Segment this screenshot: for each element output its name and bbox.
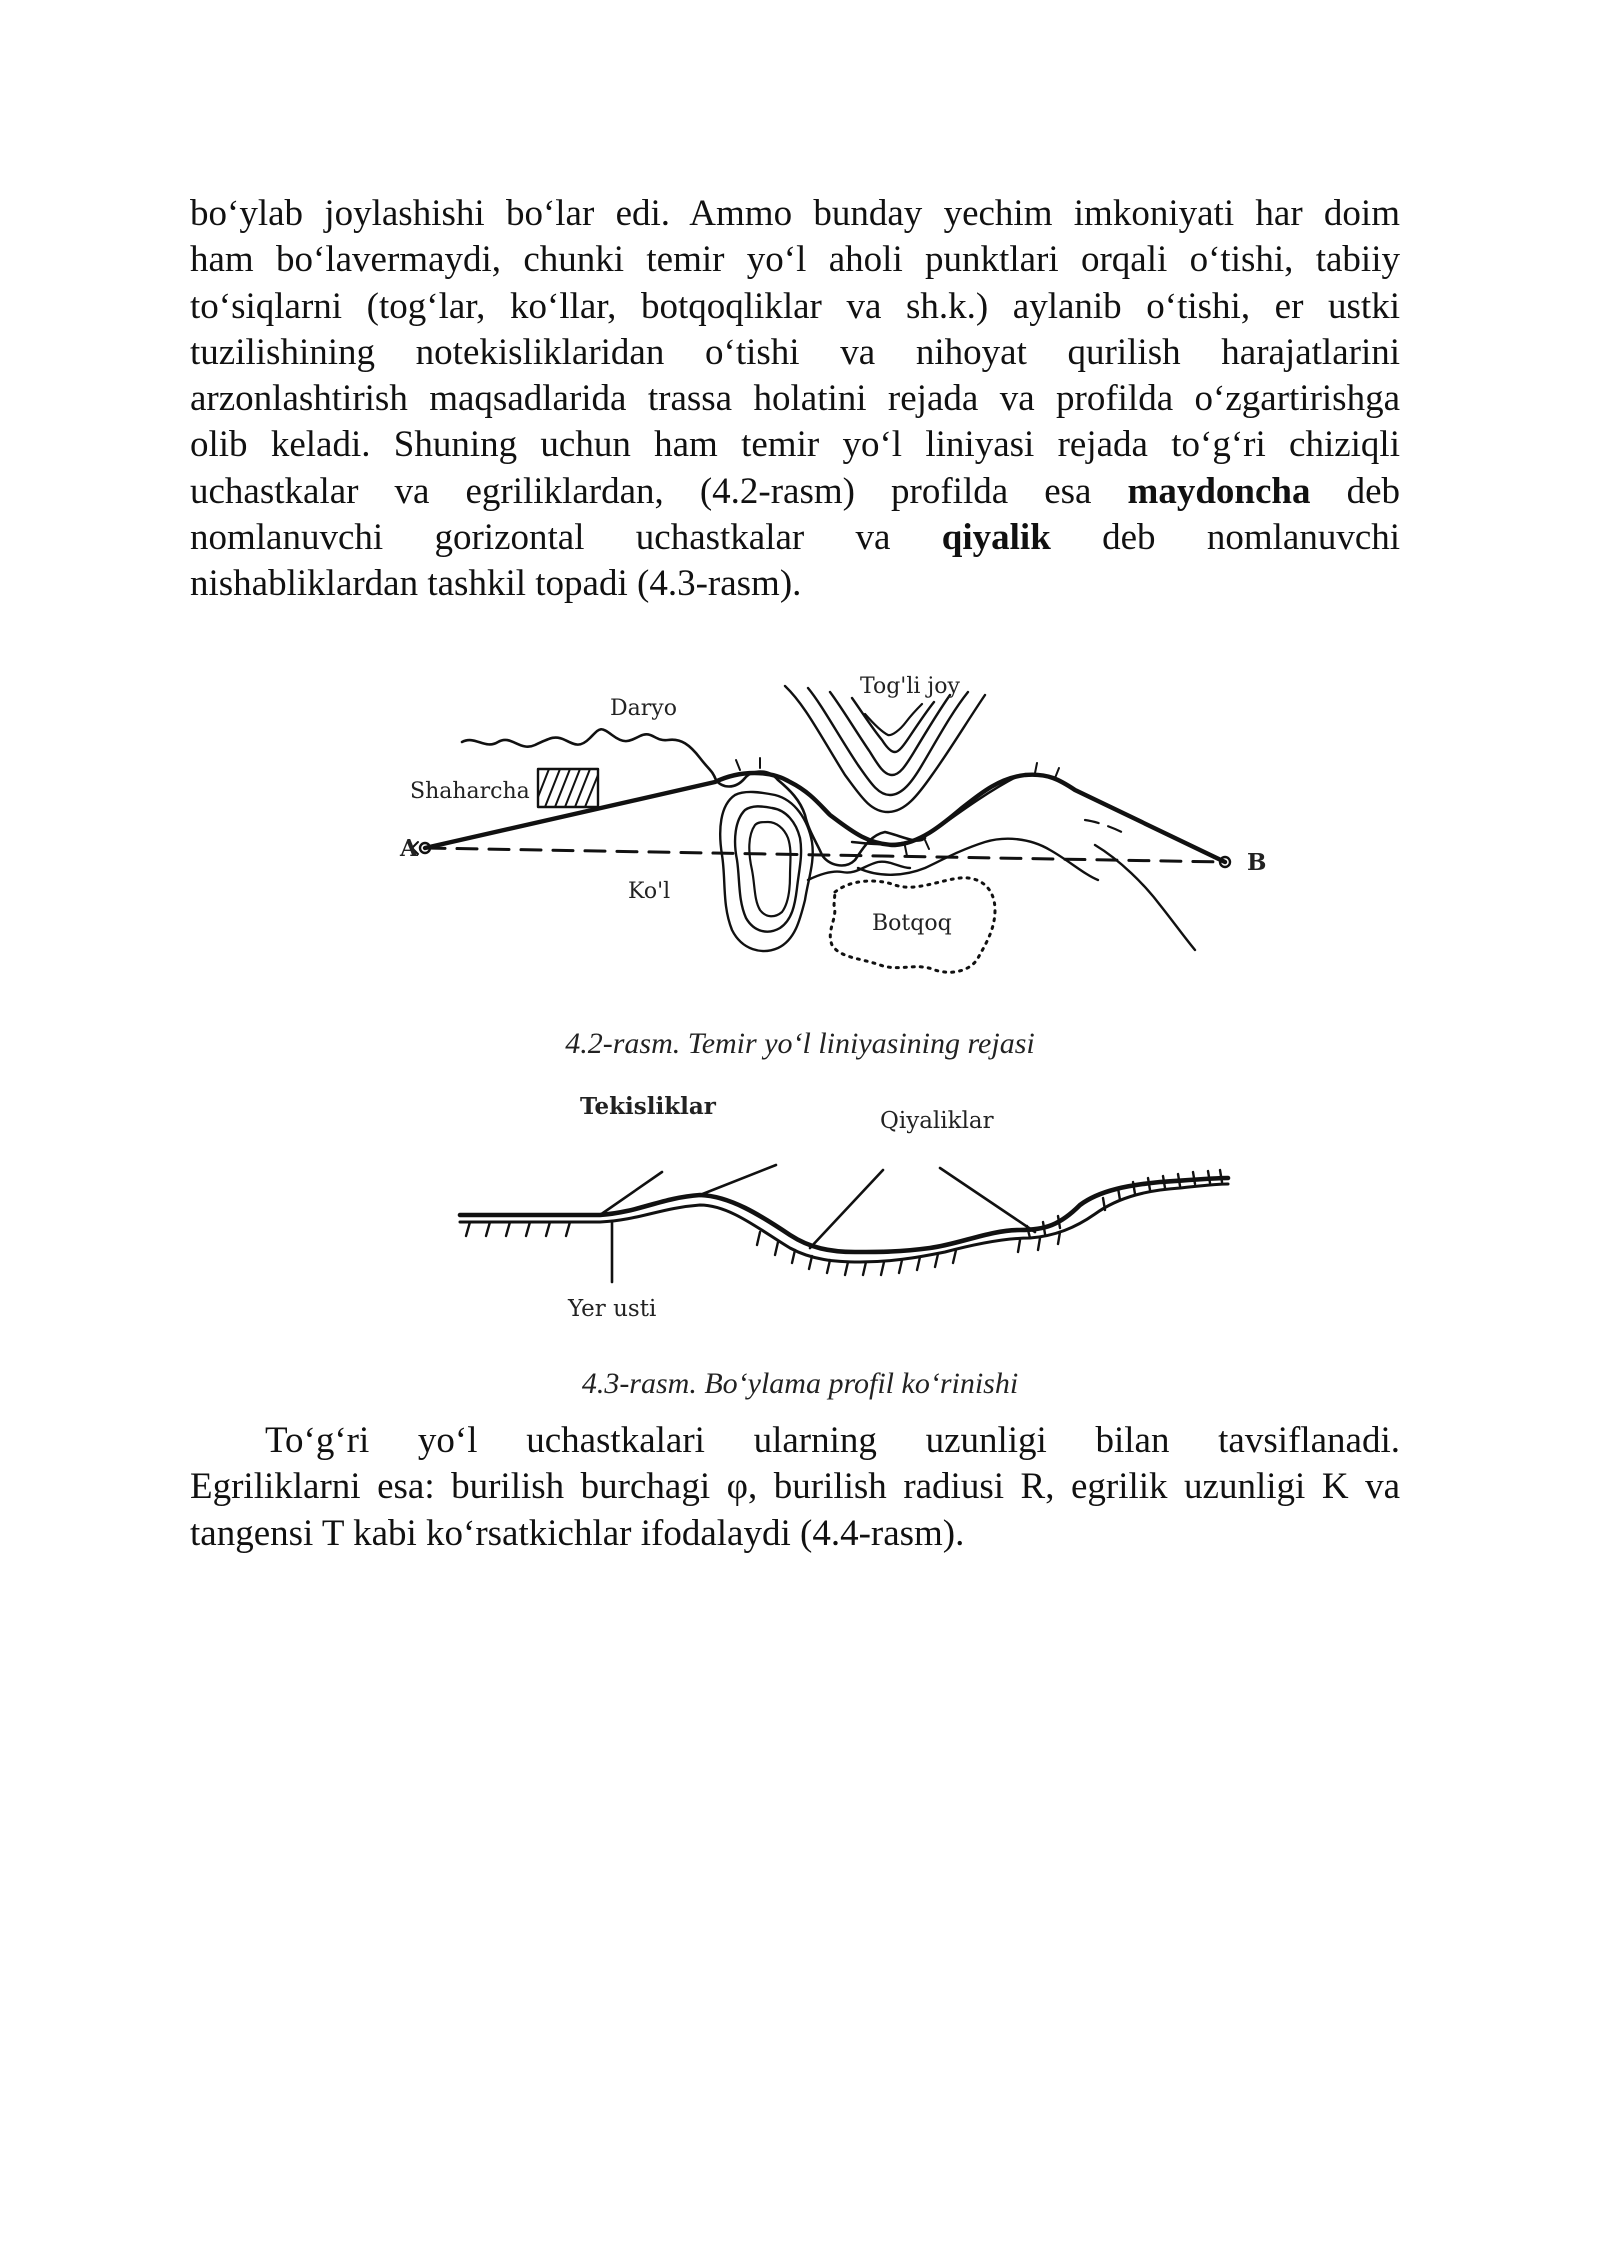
text-line: to‘siqlarni (tog‘lar, ko‘llar, botqoqliklar va sh.k.) aylanib o‘tishi, er ustki bbox=[190, 285, 1400, 327]
text-line: tangensi T kabi ko‘rsatkichlar ifodalaydi (4.4-rasm). bbox=[190, 1512, 965, 1554]
label-tekisliklar: Tekisliklar bbox=[580, 1093, 716, 1120]
text-segment: nomlanuvchi gorizontal uchastkalar va bbox=[190, 517, 891, 559]
label-point-b: B bbox=[1247, 849, 1267, 876]
bold-term-maydoncha: maydoncha bbox=[1127, 470, 1311, 512]
text-line: To‘g‘ri yo‘l uchastkalari ularning uzunligi bilan tavsiflanadi. bbox=[265, 1420, 1400, 1461]
text-line: ham bo‘lavermaydi, chunki temir yo‘l aholi punktlari orqali o‘tishi, tabiiy bbox=[190, 239, 1400, 281]
label-mountain: Tog'li joy bbox=[860, 674, 960, 699]
text-line: Egriliklarni esa: burilish burchagi φ, burilish radiusi R, egrilik uzunligi K va bbox=[190, 1466, 1400, 1508]
text-segment: deb nomlanuvchi bbox=[1102, 517, 1401, 559]
label-botqoq: Botqoq bbox=[872, 911, 952, 936]
text-segment: deb bbox=[1346, 470, 1401, 512]
text-line: nishabliklardan tashkil topadi (4.3-rasm). bbox=[190, 563, 802, 605]
text-line: bo‘ylab joylashishi bo‘lar edi. Ammo bunday yechim imkoniyati har doim bbox=[190, 193, 1400, 234]
profile-route-line bbox=[460, 1178, 1228, 1252]
pointer-slopes bbox=[810, 1168, 1035, 1248]
label-shaharcha: Shaharcha bbox=[410, 779, 530, 804]
text-line: olib keladi. Shuning uchun ham temir yo‘l liniyasi rejada to‘g‘ri chiziqli bbox=[190, 424, 1400, 466]
label-yer-usti: Yer usti bbox=[568, 1296, 657, 1322]
text-segment: uchastkalar va egriliklardan, (4.2-rasm) profilda esa bbox=[190, 470, 1092, 512]
text-line: tuzilishining notekisliklaridan o‘tishi va nihoyat qurilish harajatlarini bbox=[190, 331, 1400, 373]
paragraph-bottom bbox=[190, 1418, 1400, 1557]
label-daryo: Daryo bbox=[610, 696, 677, 721]
label-point-a: A bbox=[400, 835, 418, 862]
caption-figure-4-3: 4.3-rasm. Bo‘ylama profil ko‘rinishi bbox=[581, 1367, 1019, 1400]
bold-term-qiyalik: qiyalik bbox=[941, 517, 1051, 559]
label-kol: Ko'l bbox=[628, 879, 671, 904]
text-line: arzonlashtirish maqsadlarida trassa holatini rejada va profilda o‘zgartirishga bbox=[190, 378, 1400, 420]
label-qiyaliklar: Qiyaliklar bbox=[880, 1108, 994, 1134]
caption-figure-4-2: 4.2-rasm. Temir yo‘l liniyasining rejasi bbox=[565, 1027, 1035, 1060]
